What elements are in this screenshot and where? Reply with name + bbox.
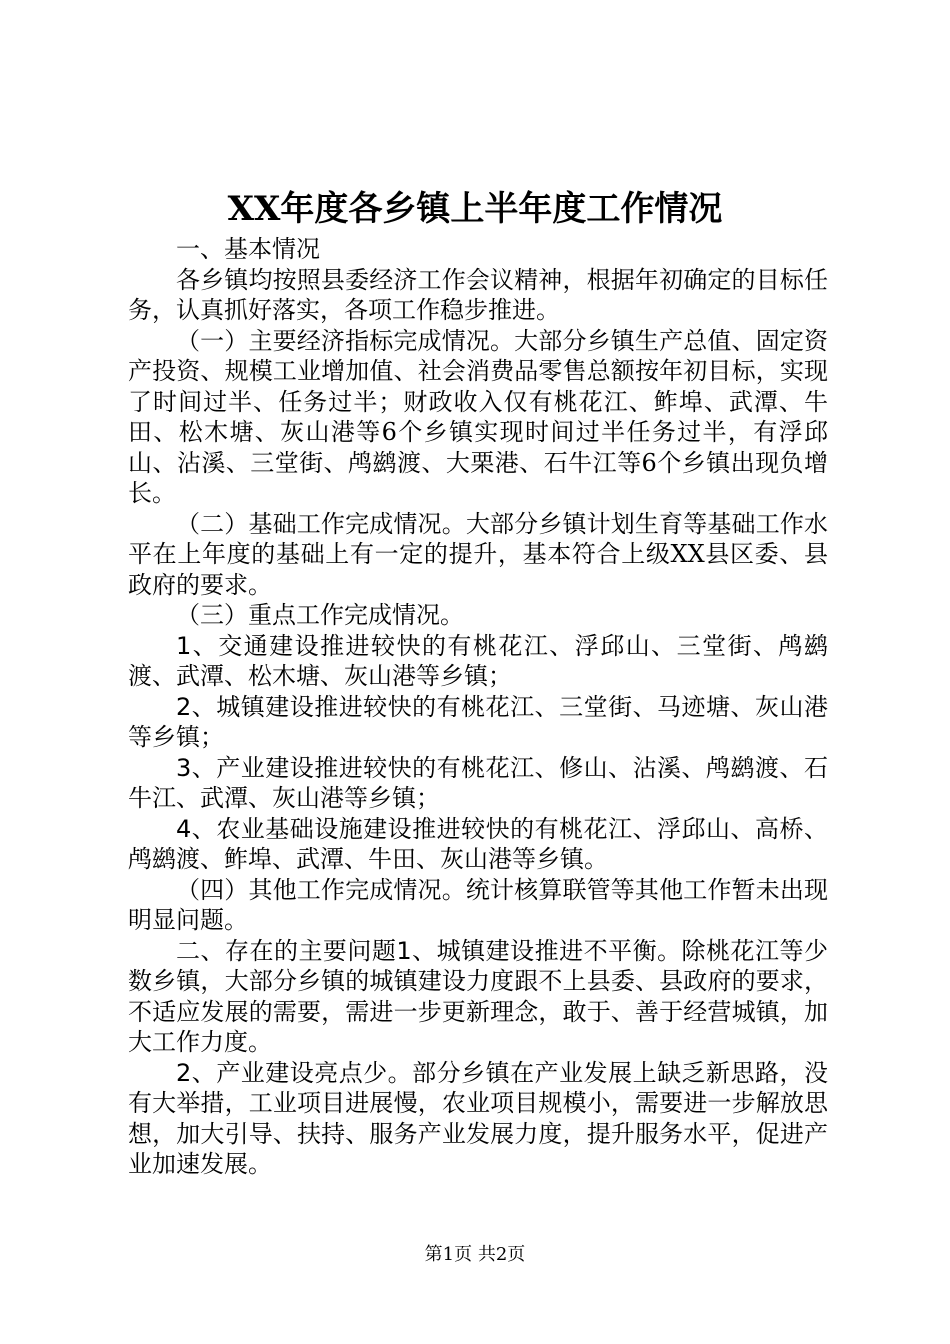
paragraph-basic-situation-heading xyxy=(128,234,828,265)
paragraph-text: 除桃花江等少数乡镇，大部分乡镇的城镇建设力度跟不上县委、县政府的要求，不适应发展的需要，需进一步更新理念，敢于、善于经营城镇，加大工作力度。 xyxy=(128,936,828,1056)
paragraph-transport xyxy=(128,631,828,692)
paragraph-agriculture xyxy=(128,814,828,875)
paragraph-urban xyxy=(128,692,828,753)
paragraph-problem-industry xyxy=(128,1058,828,1180)
paragraph-heading: 二、存在的主要问题1、城镇建设推进不平衡。 xyxy=(176,936,682,965)
paragraph-industry xyxy=(128,753,828,814)
paragraph-heading: （二）基础工作完成情况。 xyxy=(176,509,466,538)
paragraph-heading: （三）重点工作完成情况。 xyxy=(176,601,464,629)
paragraph-text: 部分乡镇在产业发展上缺乏新思路，没有大举措，工业项目进展慢，农业项目规模小，需要进一步解放思想，加大引导、扶持、服务产业发展力度，提升服务水平，促进产业加速发展。 xyxy=(128,1058,828,1178)
paragraph-text: 大部分乡镇生产总值、固定资产投资、规模工业增加值、社会消费品零售总额按年初目标，实现了时间过半、任务过半；财政收入仅有桃花江、鲊埠、武潭、牛田、松木塘、灰山港等6个乡镇实现时间过半任务过半，有浮邱山、沾溪、三堂街、鸬鹚渡、大栗港、石牛江等6个乡镇出现负增长。 xyxy=(128,326,829,507)
paragraph-heading: 1、交通建设推进较快的有桃花江、浮邱山、三堂街、鸬鹚渡、武潭、松木塘、灰山港等乡镇； xyxy=(128,631,828,690)
paragraph-economic-indicators xyxy=(128,326,828,509)
paragraph-basic-work xyxy=(128,509,828,601)
paragraph-heading: 3、产业建设推进较快的有桃花江、修山、沾溪、鸬鹚渡、石牛江、武潭、灰山港等乡镇； xyxy=(128,753,828,812)
paragraph-heading: （一）主要经济指标完成情况。 xyxy=(176,326,515,355)
document-body xyxy=(128,234,828,1180)
paragraph-heading: 2、城镇建设推进较快的有桃花江、三堂街、马迹塘、灰山港等乡镇； xyxy=(128,692,828,751)
paragraph-heading: 4、农业基础设施建设推进较快的有桃花江、浮邱山、高桥、鸬鹚渡、鲊埠、武潭、牛田、灰山港等乡镇。 xyxy=(128,814,828,873)
paragraph-problem-urban xyxy=(128,936,828,1058)
paragraph-text: 各乡镇均按照县委经济工作会议精神，根据年初确定的目标任务，认真抓好落实，各项工作稳步推进。 xyxy=(128,265,828,324)
document-title: XX年度各乡镇上半年度工作情况 xyxy=(227,189,723,229)
paragraph-text: 大部分乡镇计划生育等基础工作水平在上年度的基础上有一定的提升，基本符合上级XX县区委、县政府的要求。 xyxy=(128,509,829,599)
paragraph-text: 统计核算联管等其他工作暂未出现明显问题。 xyxy=(128,875,829,934)
paragraph-heading: 2、产业建设亮点少。 xyxy=(176,1058,413,1087)
paragraph-heading: （四）其他工作完成情况。 xyxy=(176,875,466,904)
paragraph-other-work xyxy=(128,875,828,936)
page-footer: 第1页 共2页 xyxy=(424,1244,526,1265)
paragraph-heading: 一、基本情况 xyxy=(176,235,320,263)
paragraph-key-work-heading xyxy=(128,600,828,631)
paragraph-basic-situation xyxy=(128,265,828,326)
